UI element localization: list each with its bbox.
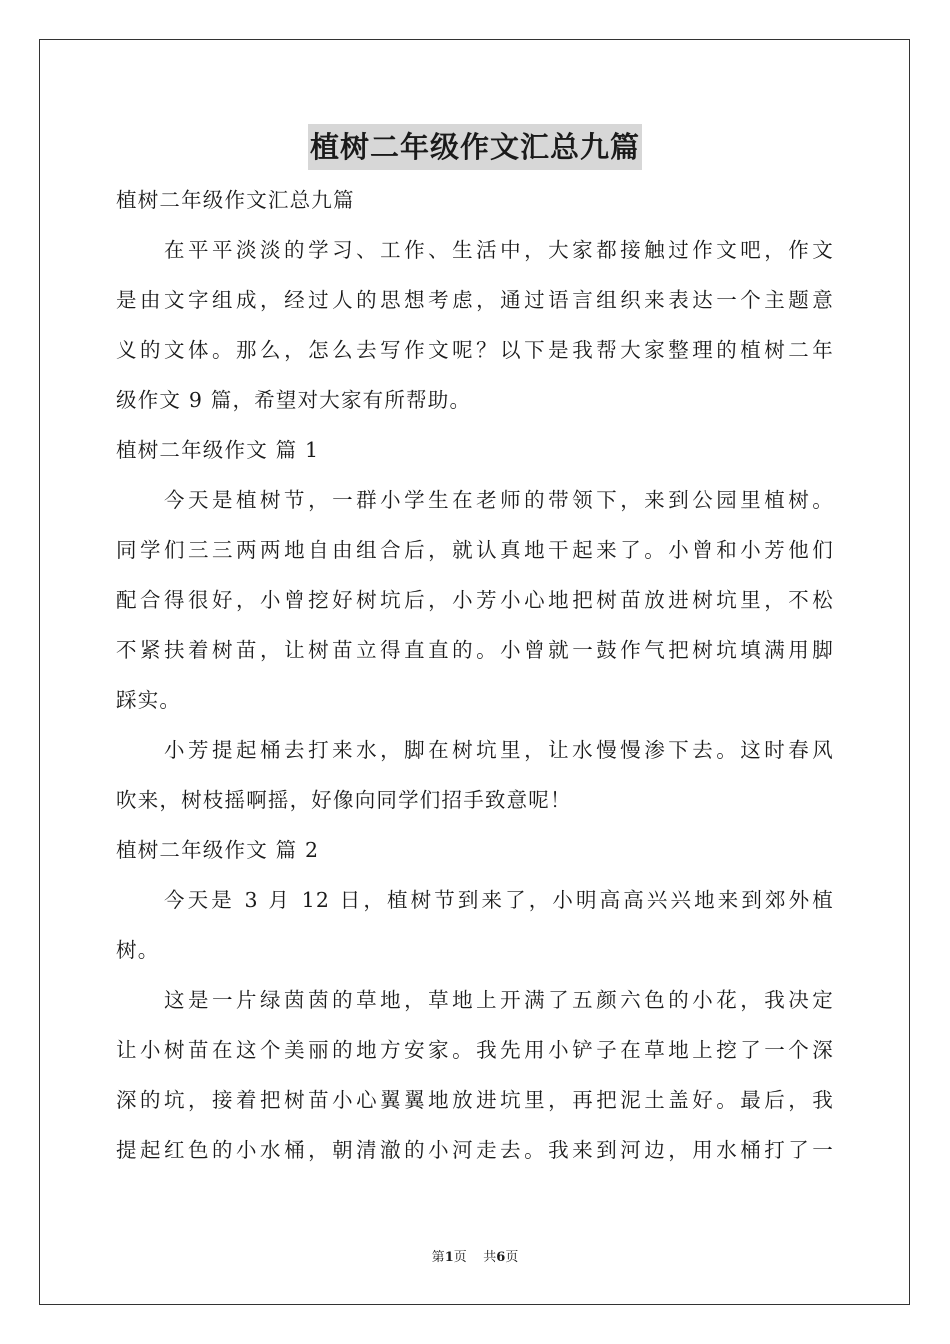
paragraph-line: 今天是植树节，一群小学生在老师的带领下，来到公园里植树。 bbox=[164, 488, 834, 512]
document-body bbox=[116, 175, 834, 1175]
paragraph-line: 配合得很好，小曾挖好树坑后，小芳小心地把树苗放进树坑里，不松 bbox=[116, 588, 834, 612]
paragraph-line: 小芳提起桶去打来水，脚在树坑里，让水慢慢渗下去。这时春风 bbox=[164, 738, 834, 762]
paragraph-line: 树。 bbox=[116, 938, 160, 962]
current-page-number: 1 bbox=[444, 1250, 454, 1265]
paragraph-line: 今天是 3 月 12 日，植树节到来了，小明高高兴兴地来到郊外植 bbox=[164, 888, 834, 912]
footer-middle: 页 共 bbox=[453, 1250, 497, 1265]
paragraph-line: 深的坑，接着把树苗小心翼翼地放进坑里，再把泥土盖好。最后，我 bbox=[116, 1088, 834, 1112]
paragraph-line: 让小树苗在这个美丽的地方安家。我先用小铲子在草地上挖了一个深 bbox=[116, 1038, 834, 1062]
document-title: 植树二年级作文汇总九篇 bbox=[308, 124, 642, 170]
paragraph-line: 提起红色的小水桶，朝清澈的小河走去。我来到河边，用水桶打了一 bbox=[116, 1138, 834, 1162]
paragraph-line: 吹来，树枝摇啊摇，好像向同学们招手致意呢！ bbox=[116, 788, 572, 812]
paragraph-line: 在平平淡淡的学习、工作、生活中，大家都接触过作文吧，作文 bbox=[164, 238, 834, 262]
paragraph-line: 不紧扶着树苗，让树苗立得直直的。小曾就一鼓作气把树坑填满用脚 bbox=[116, 638, 834, 662]
page-footer bbox=[0, 1246, 950, 1265]
paragraph-line: 级作文 9 篇，希望对大家有所帮助。 bbox=[116, 388, 472, 412]
section-heading: 植树二年级作文 篇 1 bbox=[116, 438, 320, 462]
paragraph-line: 这是一片绿茵茵的草地，草地上开满了五颜六色的小花，我决定 bbox=[164, 988, 834, 1012]
subtitle-line: 植树二年级作文汇总九篇 bbox=[116, 188, 355, 212]
footer-suffix: 页 bbox=[505, 1250, 519, 1265]
paragraph-line: 踩实。 bbox=[116, 688, 182, 712]
total-page-number: 6 bbox=[496, 1250, 506, 1265]
paragraph-line: 同学们三三两两地自由组合后，就认真地干起来了。小曾和小芳他们 bbox=[116, 538, 834, 562]
paragraph-line: 义的文体。那么，怎么去写作文呢？以下是我帮大家整理的植树二年 bbox=[116, 338, 834, 362]
paragraph-line: 是由文字组成，经过人的思想考虑，通过语言组织来表达一个主题意 bbox=[116, 288, 834, 312]
section-heading: 植树二年级作文 篇 2 bbox=[116, 838, 320, 862]
title-container bbox=[0, 124, 950, 170]
footer-prefix: 第 bbox=[431, 1250, 445, 1265]
